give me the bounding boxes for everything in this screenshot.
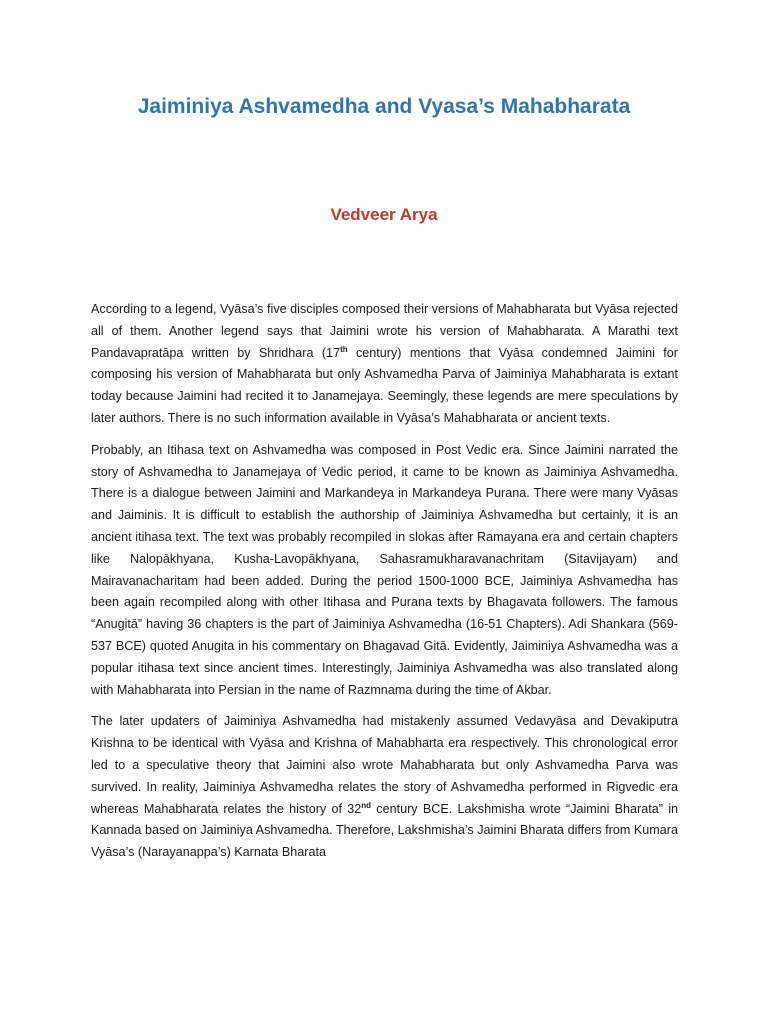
paragraph-1	[91, 299, 678, 430]
paragraph-3-superscript: nd	[361, 800, 372, 810]
paragraph-1-text-b: century) mentions that Vyāsa condemned Jaimini for composing his version of Mahabharata but only Ashvamedha Parva of Jaiminiya Mahabharata is extant today because Jaimini had recited it to Janamejaya. Seemingly, these legends are mere speculations by later authors. There is no such information available in Vyāsa’s Mahabharata or ancient texts.	[91, 345, 678, 425]
paragraph-2: Probably, an Itihasa text on Ashvamedha was composed in Post Vedic era. Since Jaimini narrated the story of Ashvamedha to Janamejaya of Vedic period, it came to be known as Jaiminiya Ashvamedha. There is a dialogue between Jaimini and Markandeya in Markandeya Purana. There were many Vyāsas and Jaiminis. It is difficult to establish the authorship of Jaiminiya Ashvamedha but certainly, it is an ancient itihasa text. The text was probably recompiled in slokas after Ramayana era and certain chapters like Nalopākhyana, Kusha-Lavopākhyana, Sahasramukharavanachritam (Sitavijayam) and Mairavanacharitam had been added. During the period 1500-1000 BCE, Jaiminiya Ashvamedha has been again recompiled along with other Itihasa and Purana texts by Bhagavata followers. The famous “Anugitā” having 36 chapters is the part of Jaiminiya Ashvamedha (16-51 Chapters). Adi Shankara (569-537 BCE) quoted Anugita in his commentary on Bhagavad Gitā. Evidently, Jaiminiya Ashvamedha was a popular itihasa text since ancient times. Interestingly, Jaiminiya Ashvamedha was also translated along with Mahabharata into Persian in the name of Razmnama during the time of Akbar.	[91, 442, 678, 697]
paragraph-3-text-b: century BCE. Lakshmisha wrote “Jaimini Bharata” in Kannada based on Jaiminiya Ashvamedha. Therefore, Lakshmisha’s Jaimini Bharata differs from Kumara Vyāsa’s (Narayanappa’s) Karnata Bharata	[91, 801, 678, 860]
paragraph-1-text-a: According to a legend, Vyāsa’s five disciples composed their versions of Mahabharata but Vyāsa rejected all of them. Another legend says that Jaimini wrote his version of Mahabharata. A Marathi text Pandavapratāpa written by Shridhara (17	[91, 302, 678, 360]
paragraph-3	[91, 711, 678, 864]
paragraph-1-superscript: th	[340, 344, 348, 354]
document-title: Jaiminiya Ashvamedha and Vyasa’s Mahabharata	[137, 95, 631, 118]
paragraph-3-text-a: The later updaters of Jaiminiya Ashvamedha had mistakenly assumed Vedavyāsa and Devakiputra Krishna to be identical with Vyāsa and Krishna of Mahabharta era respectively. This chronological error led to a speculative theory that Jaimini also wrote Mahabharata but only Ashvamedha Parva was survived. In reality, Jaiminiya Ashvamedha relates the story of Ashvamedha performed in Rigvedic era whereas Mahabharata relates the history of 32	[91, 714, 678, 816]
document-body	[91, 299, 678, 874]
document-author: Vedveer Arya	[330, 205, 438, 224]
